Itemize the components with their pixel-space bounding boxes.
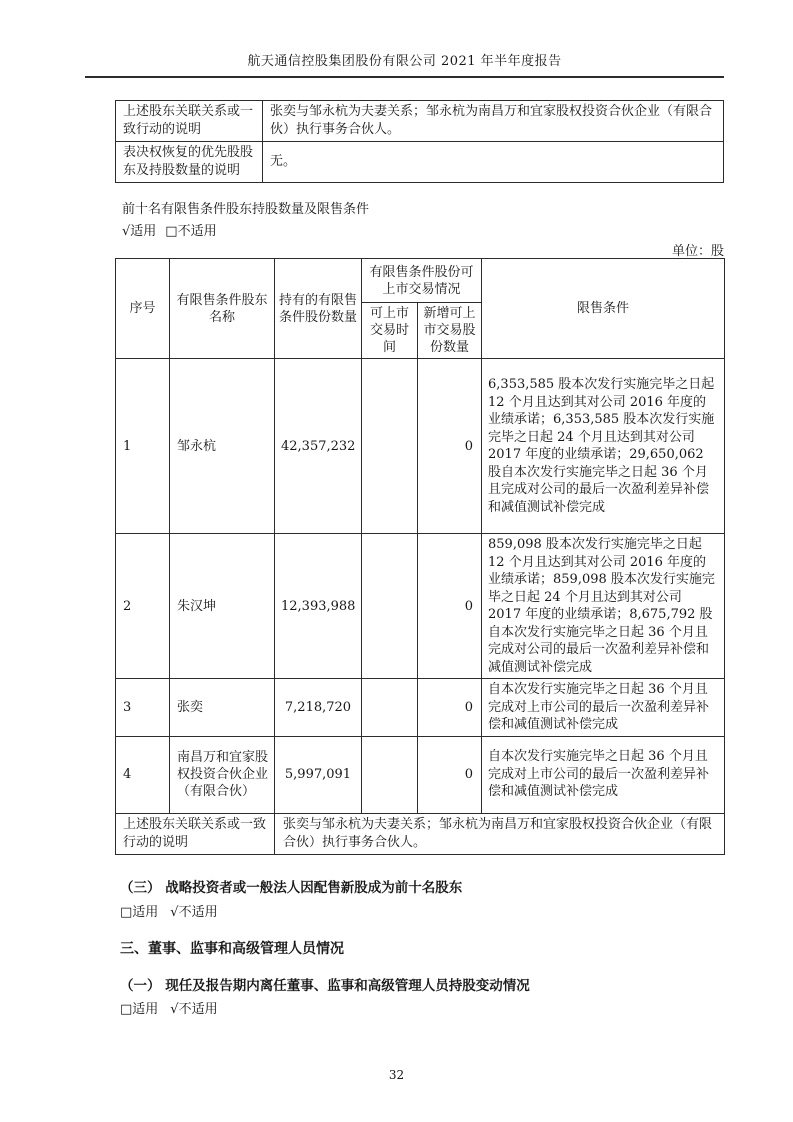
not-applicable-option: √不适用: [170, 905, 218, 920]
col-holder-header: 有限售条件股东名称: [170, 259, 275, 359]
section-strategic-heading: （三） 战略投资者或一般法人因配售新股成为前十名股东: [120, 880, 463, 896]
seq-cell: 2: [116, 534, 170, 679]
col-tradable-group-header: 有限售条件股份可上市交易情况: [362, 259, 482, 303]
unit-label: 单位：股: [671, 244, 724, 259]
header-rule: [85, 76, 724, 78]
tradable-time-cell: [362, 359, 418, 534]
subsection-shareholding-applicability: [120, 998, 218, 1017]
shares-cell: 12,393,988: [275, 534, 362, 679]
holder-cell: 朱汉坤: [170, 534, 275, 679]
col-seq-header: 序号: [116, 259, 170, 359]
relation-table: [115, 100, 724, 183]
conditions-cell: 6,353,585 股本次发行实施完毕之日起 12 个月且达到其对公司 2016 年度的业绩承诺；6,353,585 股本次发行实施完毕之日起 24 个月且达到其对公司 2017 年度的业绩承诺；29,650,062 股自本次发行实施完毕之日起 36 个月且完成对公司的最后一次盈利差异补偿和减值测试补偿完成: [482, 359, 725, 534]
table-row: [116, 142, 724, 183]
seq-cell: 1: [116, 359, 170, 534]
relation-value-cell: 无。: [263, 142, 724, 183]
table-row: [116, 101, 724, 142]
tradable-time-cell: [362, 736, 418, 813]
tradable-time-cell: [362, 534, 418, 679]
col-conditions-header: 限售条件: [482, 259, 725, 359]
conditions-cell: 自本次发行实施完毕之日起 36 个月且完成对上市公司的最后一次盈利差异补偿和减值测试补偿完成: [482, 736, 725, 813]
subsection-shareholding-heading: （一） 现任及报告期内离任董事、监事和高级管理人员持股变动情况: [120, 978, 530, 994]
table-row: [116, 679, 725, 737]
applicable-option: □适用: [120, 1002, 159, 1017]
relation-value-cell: 张奕与邹永杭为夫妻关系；邹永杭为南昌万和宜家股权投资合伙企业（有限合伙）执行事务合伙人。: [263, 101, 724, 142]
page-number: 32: [388, 1068, 405, 1082]
new-tradable-cell: 0: [418, 679, 482, 737]
table-header-row: [116, 259, 725, 303]
section-directors-heading: 三、董事、监事和高级管理人员情况: [120, 941, 344, 957]
shares-cell: 42,357,232: [275, 359, 362, 534]
page-header-title: 航天通信控股集团股份有限公司 2021 年半年度报告: [247, 54, 562, 69]
footer-value-cell: 张奕与邹永杭为夫妻关系；邹永杭为南昌万和宜家股权投资合伙企业（有限合伙）执行事务合伙人。: [275, 813, 725, 854]
applicable-option: □适用: [120, 905, 159, 920]
col-tradable-time-header: 可上市交易时间: [362, 303, 418, 359]
conditions-cell: 859,098 股本次发行实施完毕之日起 12 个月且达到其对公司 2016 年度的业绩承诺；859,098 股本次发行实施完毕之日起 24 个月且达到其对公司 2017 年度的业绩承诺；8,675,792 股自本次发行实施完毕之日起 36 个月且完成对公司的最后一次盈利差异补偿和减值测试补偿完成: [482, 534, 725, 679]
conditions-cell: 自本次发行实施完毕之日起 36 个月且完成对上市公司的最后一次盈利差异补偿和减值测试补偿完成: [482, 679, 725, 737]
new-tradable-cell: 0: [418, 534, 482, 679]
table-row: [116, 359, 725, 534]
holder-cell: 张奕: [170, 679, 275, 737]
shares-cell: 5,997,091: [275, 736, 362, 813]
not-applicable-option: □不适用: [165, 224, 217, 239]
restricted-shares-table: [115, 258, 725, 855]
table-row: [116, 736, 725, 813]
tradable-time-cell: [362, 679, 418, 737]
col-shares-header: 持有的有限售条件股份数量: [275, 259, 362, 359]
relation-label-cell: 上述股东关联关系或一致行动的说明: [116, 101, 263, 142]
footer-label-cell: 上述股东关联关系或一致行动的说明: [116, 813, 275, 854]
holder-cell: 南昌万和宜家股权投资合伙企业（有限合伙）: [170, 736, 275, 813]
seq-cell: 3: [116, 679, 170, 737]
col-new-tradable-header: 新增可上市交易股份数量: [418, 303, 482, 359]
restricted-applicability: [122, 220, 217, 239]
shares-cell: 7,218,720: [275, 679, 362, 737]
new-tradable-cell: 0: [418, 359, 482, 534]
relation-label-cell: 表决权恢复的优先股股东及持股数量的说明: [116, 142, 263, 183]
table-footer-row: [116, 813, 725, 854]
table-row: [116, 534, 725, 679]
restricted-section-title: 前十名有限售条件股东持股数量及限售条件: [122, 202, 370, 217]
holder-cell: 邹永杭: [170, 359, 275, 534]
not-applicable-option: √不适用: [170, 1002, 218, 1017]
seq-cell: 4: [116, 736, 170, 813]
section-strategic-applicability: [120, 901, 218, 920]
new-tradable-cell: 0: [418, 736, 482, 813]
applicable-option: √适用: [122, 224, 157, 239]
